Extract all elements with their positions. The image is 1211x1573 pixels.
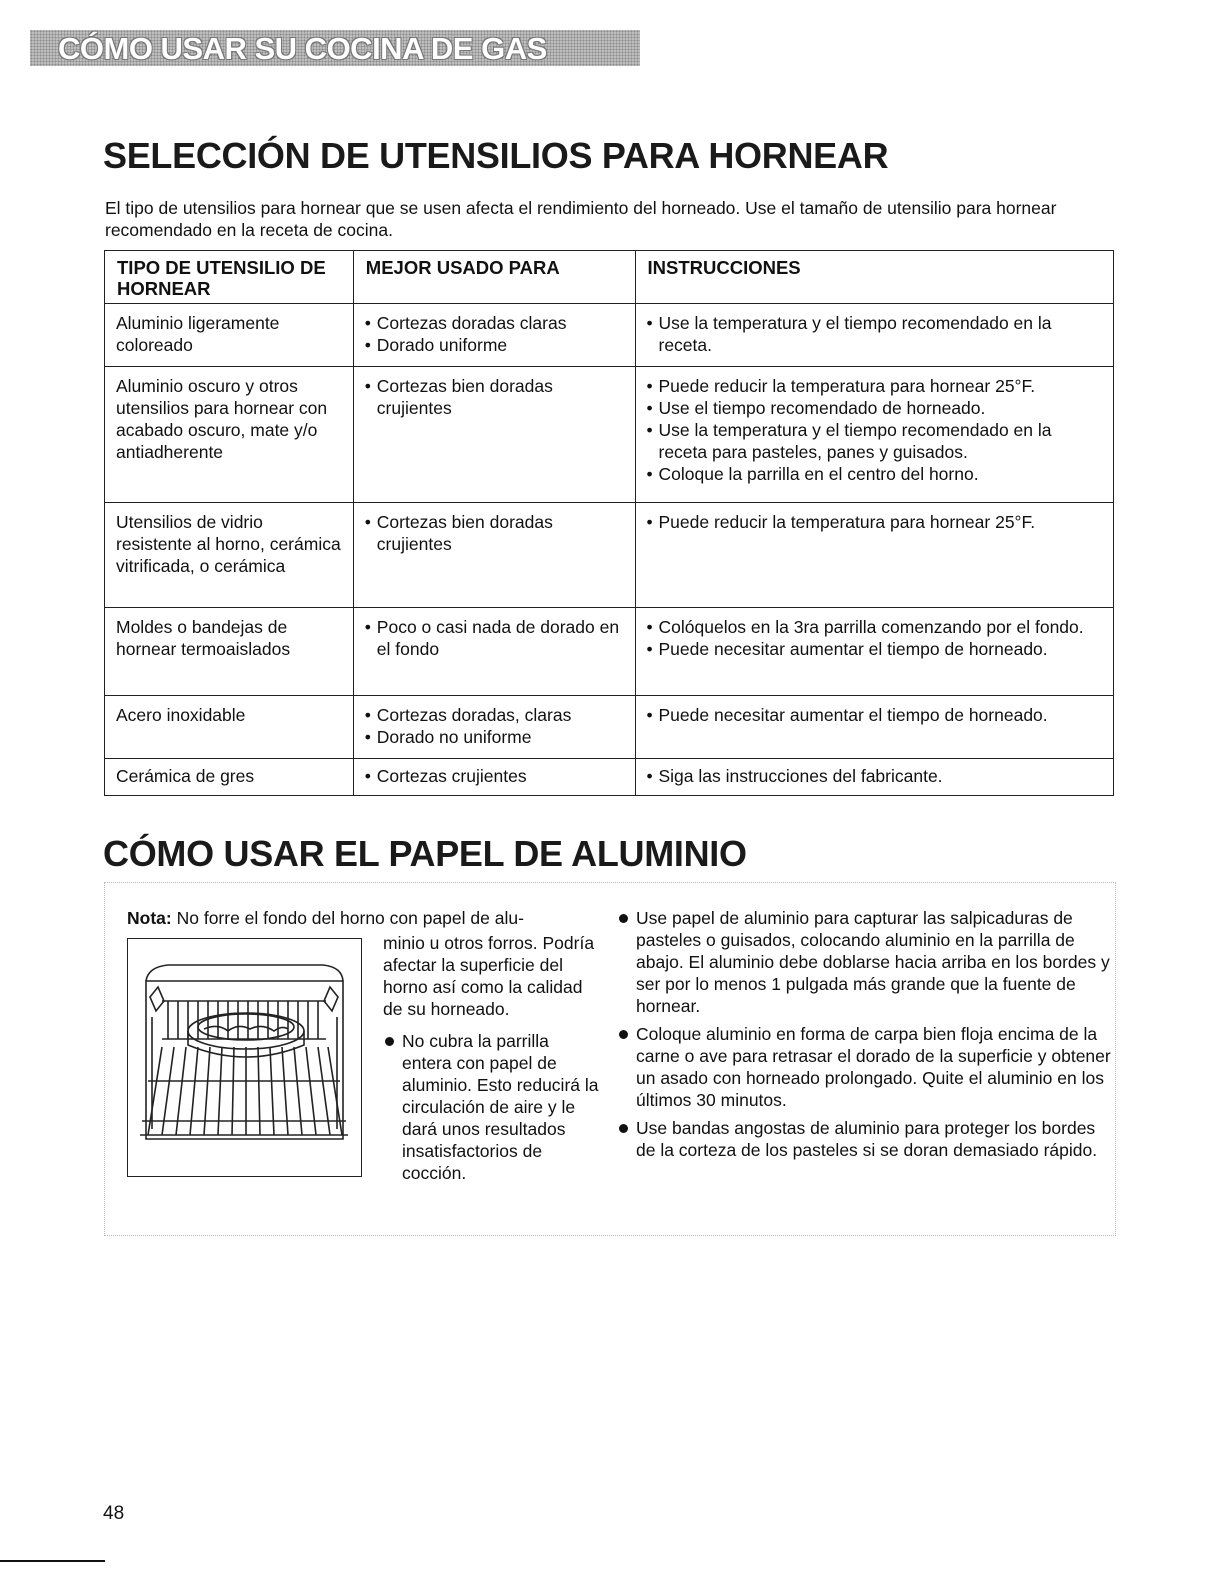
cell-type: Utensilios de vidrio resistente al horno, cerámica vitrificada, o cerámica — [105, 503, 354, 608]
table-row — [105, 367, 1114, 503]
table-row — [105, 503, 1114, 608]
cell-instructions — [635, 759, 1114, 796]
cell-instructions — [635, 696, 1114, 759]
nota-label: Nota: — [127, 908, 172, 928]
nota-text: No forre el fondo del horno con papel de alu- — [176, 908, 524, 928]
cell-best — [353, 759, 635, 796]
list-item: Use papel de aluminio para capturar las salpicaduras de pasteles o guisados, colocando aluminio en la parrilla de abajo. El aluminio debe doblarse hacia arriba en los bordes y ser por lo menos 1 pulgada más grande que la fuente de hornear. — [617, 907, 1117, 1017]
cell-type: Aluminio oscuro y otros utensilios para hornear con acabado oscuro, mate y/o antiadherente — [105, 367, 354, 503]
foil-tips-column — [617, 907, 1117, 1167]
list-item: • Cortezas doradas claras — [365, 312, 625, 334]
table-row — [105, 304, 1114, 367]
table-row — [105, 759, 1114, 796]
cell-instructions — [635, 304, 1114, 367]
column-header-best: MEJOR USADO PARA — [353, 251, 635, 304]
table-row — [105, 696, 1114, 759]
list-item: • Dorado uniforme — [365, 334, 625, 356]
cell-best — [353, 696, 635, 759]
left-bullet-list — [383, 1030, 603, 1184]
list-item: • Dorado no uniforme — [365, 726, 625, 748]
list-item: • Poco o casi nada de dorado en el fondo — [365, 616, 625, 660]
list-item: • Use la temperatura y el tiempo recomendado en la receta. — [647, 312, 1104, 356]
list-item: • Puede reducir la temperatura para hornear 25°F. — [647, 511, 1104, 533]
intro-paragraph: El tipo de utensilios para hornear que se usen afecta el rendimiento del horneado. Use el tamaño de utensilio para hornear recomendado en la receta de cocina. — [105, 198, 1057, 240]
cell-type: Aluminio ligeramente coloreado — [105, 304, 354, 367]
section-title-bakeware: SELECCIÓN DE UTENSILIOS PARA HORNEAR — [103, 135, 889, 176]
list-item: • Cortezas doradas, claras — [365, 704, 625, 726]
list-item: • Cortezas bien doradas crujientes — [365, 375, 625, 419]
footer-rule — [0, 1560, 105, 1562]
list-item: • Cortezas bien doradas crujientes — [365, 511, 625, 555]
list-item: • Colóquelos en la 3ra parrilla comenzando por el fondo. — [647, 616, 1104, 638]
page-number: 48 — [103, 1503, 125, 1524]
cell-instructions — [635, 503, 1114, 608]
nota-continuation — [383, 932, 603, 1184]
list-item: • Puede necesitar aumentar el tiempo de horneado. — [647, 704, 1104, 726]
list-item: No cubra la parrilla entera con papel de aluminio. Esto reducirá la circulación de aire y le dará unos resultados insatisfactorios de cocción. — [383, 1030, 603, 1184]
banner-title: CÓMO USAR SU COCINA DE GAS — [58, 31, 547, 66]
list-item: Coloque aluminio en forma de carpa bien floja encima de la carne o ave para retrasar el dorado de la superficie y obtener un asado con horneado prolongado. Quite el aluminio en los últimos 30 minutos. — [617, 1023, 1117, 1111]
nota-continuation-text: minio u otros forros. Podría afectar la superficie del horno así como la calidad de su horneado. — [383, 933, 595, 1019]
bakeware-table — [104, 250, 1114, 796]
cell-best — [353, 304, 635, 367]
list-item: • Cortezas crujientes — [365, 765, 625, 787]
list-item: • Coloque la parrilla en el centro del horno. — [647, 463, 1104, 485]
cell-best — [353, 608, 635, 696]
cell-instructions — [635, 367, 1114, 503]
table-header-row — [105, 251, 1114, 304]
column-header-type: TIPO DE UTENSILIO DE HORNEAR — [105, 251, 354, 304]
cell-type: Acero inoxidable — [105, 696, 354, 759]
cell-best — [353, 367, 635, 503]
section-title-foil: CÓMO USAR EL PAPEL DE ALUMINIO — [103, 833, 747, 874]
cell-best — [353, 503, 635, 608]
cell-instructions — [635, 608, 1114, 696]
header-banner — [30, 30, 640, 66]
list-item: Use bandas angostas de aluminio para proteger los bordes de la corteza de los pasteles si se doran demasiado rápido. — [617, 1117, 1117, 1161]
nota-line — [127, 907, 597, 929]
list-item: • Puede reducir la temperatura para hornear 25°F. — [647, 375, 1104, 397]
oven-rack-icon — [127, 938, 362, 1177]
column-header-instructions: INSTRUCCIONES — [635, 251, 1114, 304]
list-item: • Siga las instrucciones del fabricante. — [647, 765, 1104, 787]
table-row — [105, 608, 1114, 696]
cell-type: Cerámica de gres — [105, 759, 354, 796]
list-item: • Use la temperatura y el tiempo recomendado en la receta para pasteles, panes y guisados. — [647, 419, 1104, 463]
list-item: • Use el tiempo recomendado de horneado. — [647, 397, 1104, 419]
list-item: • Puede necesitar aumentar el tiempo de horneado. — [647, 638, 1104, 660]
right-bullet-list — [617, 907, 1117, 1161]
cell-type: Moldes o bandejas de hornear termoaislados — [105, 608, 354, 696]
